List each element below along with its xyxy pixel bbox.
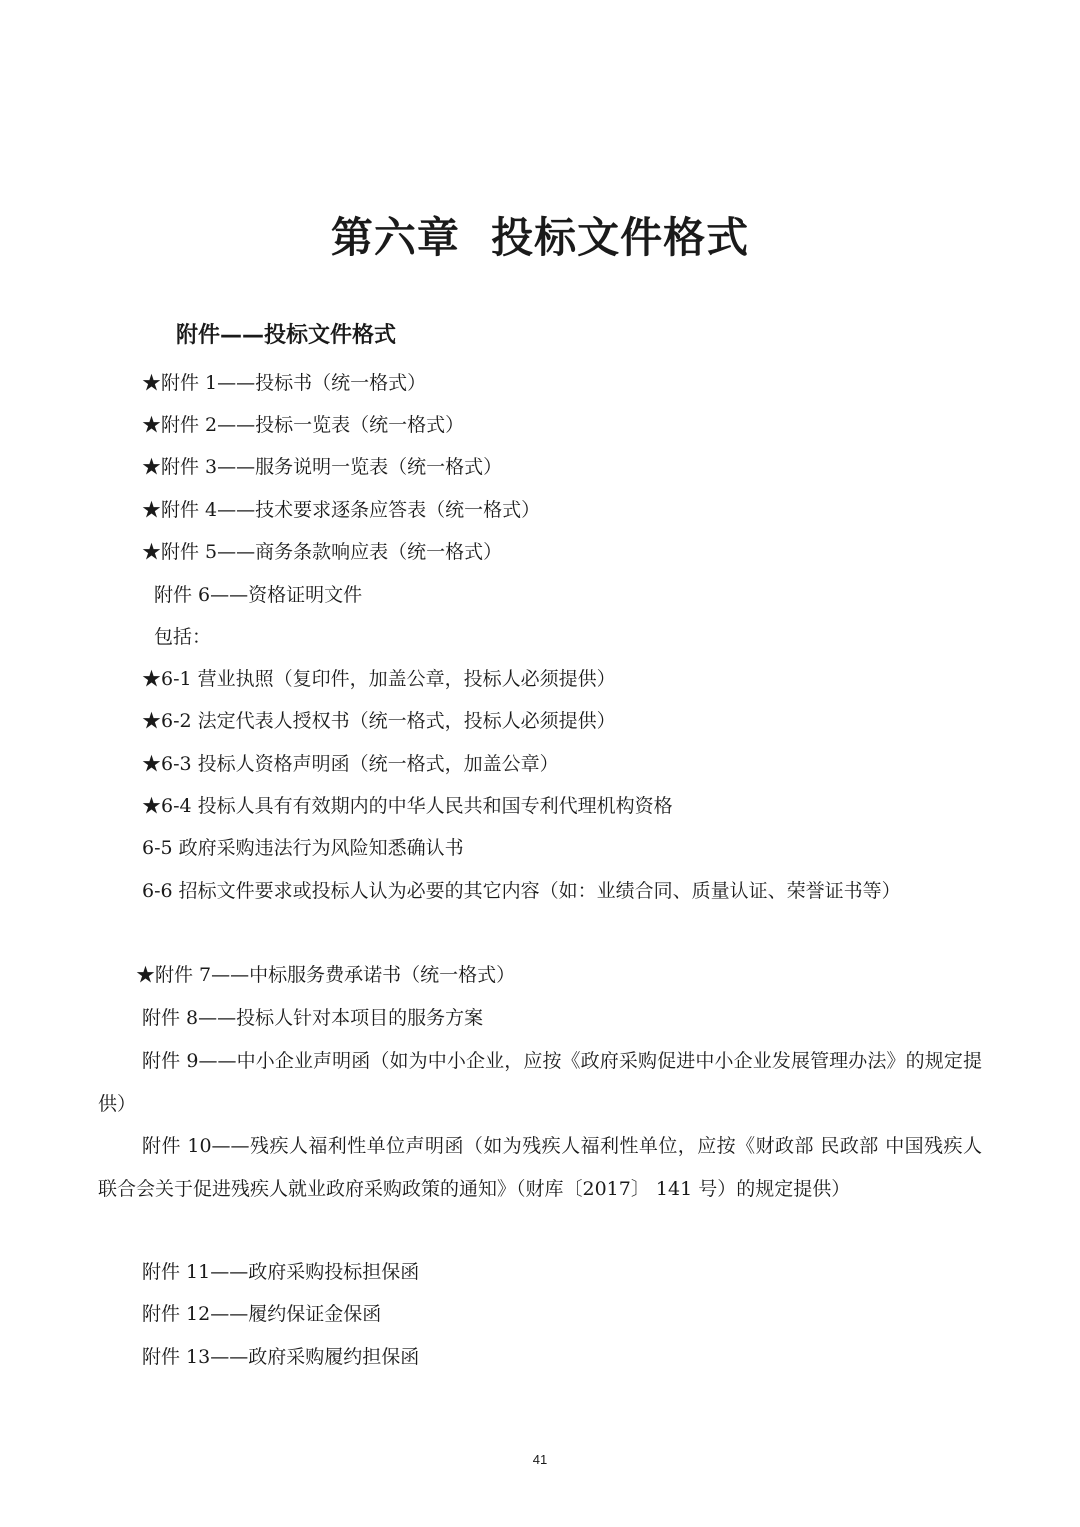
- list-item: 附件 11——政府采购投标担保函: [142, 1261, 420, 1283]
- list-item: 附件 13——政府采购履约担保函: [142, 1346, 420, 1368]
- list-item: ★附件 3——服务说明一览表（统一格式）: [142, 456, 503, 478]
- list-item: 6-5 政府采购违法行为风险知悉确认书: [142, 837, 464, 859]
- list-item: ★6-4 投标人具有有效期内的中华人民共和国专利代理机构资格: [142, 795, 673, 817]
- list-item: 附件 12——履约保证金保函: [142, 1303, 382, 1325]
- list-item: 包括：: [154, 626, 212, 648]
- list-item: ★6-3 投标人资格声明函（统一格式，加盖公章）: [142, 753, 559, 775]
- section-heading: 附件——投标文件格式: [176, 323, 397, 348]
- chapter-title: 第六章 投标文件格式: [330, 213, 750, 262]
- list-item: 附件 10——残疾人福利性单位声明函（如为残疾人福利性单位，应按《财政部 民政部 中国残疾人联合会关于促进残疾人就业政府采购政策的通知》（财库〔2017〕 141 号）的规定提供）: [98, 1135, 982, 1200]
- list-item: 附件 9——中小企业声明函（如为中小企业，应按《政府采购促进中小企业发展管理办法》的规定提供）: [98, 1050, 982, 1115]
- list-item: ★附件 1——投标书（统一格式）: [142, 372, 427, 394]
- list-item: ★附件 7——中标服务费承诺书（统一格式）: [136, 964, 516, 986]
- list-item: ★6-2 法定代表人授权书（统一格式，投标人必须提供）: [142, 710, 616, 732]
- list-item: 6-6 招标文件要求或投标人认为必要的其它内容（如：业绩合同、质量认证、荣誉证书等）: [142, 880, 901, 902]
- list-item: ★附件 4——技术要求逐条应答表（统一格式）: [142, 499, 541, 521]
- page-number: 41: [532, 1452, 548, 1467]
- list-item: ★附件 5——商务条款响应表（统一格式）: [142, 541, 503, 563]
- list-item: ★附件 2——投标一览表（统一格式）: [142, 414, 465, 436]
- list-item: 附件 8——投标人针对本项目的服务方案: [142, 1007, 484, 1029]
- list-item: ★6-1 营业执照（复印件，加盖公章，投标人必须提供）: [142, 668, 616, 690]
- list-item: 附件 6——资格证明文件: [154, 584, 363, 606]
